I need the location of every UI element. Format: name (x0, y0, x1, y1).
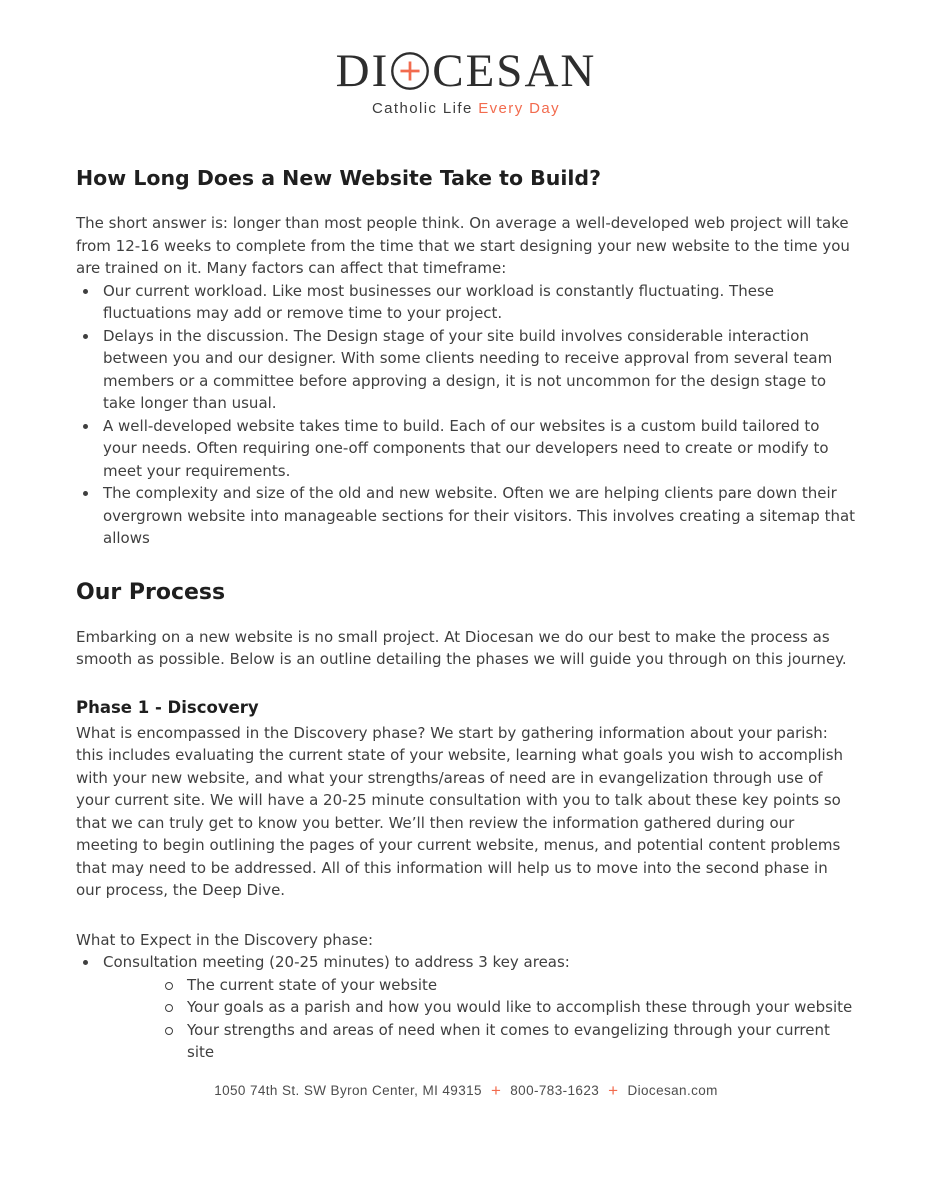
intro-paragraph: The short answer is: longer than most people think. On average a well-developed web project will take from 12-16 weeks to complete from the time that we start designing your new website to the time you are trained on it. Many factors can affect that timeframe: (76, 214, 850, 277)
logo-wordmark (76, 45, 856, 97)
sub-list-item: Your goals as a parish and how you would like to accomplish these through your website (76, 996, 856, 1019)
logo-text-start: DI (335, 45, 390, 97)
process-intro-paragraph: Embarking on a new website is no small project. At Diocesan we do our best to make the process as smooth as possible. Below is an outline detailing the phases we will guide you through on this journey. (76, 627, 847, 668)
plus-separator-icon: + (490, 1080, 502, 1100)
footer-phone: 800-783-1623 (510, 1082, 600, 1098)
expect-bullet-list (76, 951, 856, 974)
heading-phase-1-discovery: Phase 1 - Discovery (76, 697, 259, 717)
tagline-dark: Catholic Life (371, 100, 479, 117)
footer-website: Diocesan.com (627, 1082, 718, 1098)
expect-label: What to Expect in the Discovery phase: (76, 930, 374, 949)
circle-cross-icon (390, 51, 430, 91)
plus-separator-icon: + (608, 1080, 619, 1100)
list-item: The complexity and size of the old and new website. Often we are helping clients pare down their overgrown website into manageable sections for their visitors. This involves creating a sitemap that allows (76, 482, 856, 550)
list-item: Our current workload. Like most businesses our workload is constantly fluctuating. These fluctuations may add or remove time to your project. (76, 280, 856, 325)
footer-address: 1050 74th St. SW Byron Center, MI 49315 (214, 1082, 482, 1098)
list-item: A well-developed website takes time to build. Each of our websites is a custom build tailored to your needs. Often requiring one-off components that our developers need to create or modify to meet your requirements. (76, 415, 856, 483)
footer (76, 1081, 856, 1100)
heading-our-process: Our Process (76, 579, 226, 605)
sub-list-item: Your strengths and areas of need when it comes to evangelizing through your current site (76, 1019, 856, 1064)
heading-how-long: How Long Does a New Website Take to Build? (76, 166, 602, 190)
expect-sub-bullet-list (76, 974, 856, 1064)
logo-text-end: CESAN (432, 45, 597, 97)
logo-tagline (76, 100, 856, 118)
discovery-paragraph: What is encompassed in the Discovery phase? We start by gathering information about your parish: this includes evaluating the current state of your website, learning what goals you wish to accomplish with your new website, and what your strengths/areas of need are in evangelization through use of your current site. We will have a 20-25 minute consultation with you to talk about these key points so that we can truly get to know you better. We’ll then review the information gathered during our meeting to begin outlining the pages of your current website, menus, and potential content problems that may need to be addressed. All of this information will help us to move into the second phase in our process, the Deep Dive. (76, 723, 844, 899)
tagline-accent: Every Day (478, 100, 561, 117)
timeframe-bullet-list (76, 280, 856, 550)
sub-list-item: The current state of your website (76, 974, 856, 997)
diocesan-logo (76, 45, 856, 118)
list-item: Delays in the discussion. The Design stage of your site build involves considerable interaction between you and our designer. With some clients needing to receive approval from several team members or a committee before approving a design, it is not uncommon for the design stage to take longer than usual. (76, 325, 856, 415)
list-item: Consultation meeting (20-25 minutes) to address 3 key areas: (76, 951, 856, 974)
